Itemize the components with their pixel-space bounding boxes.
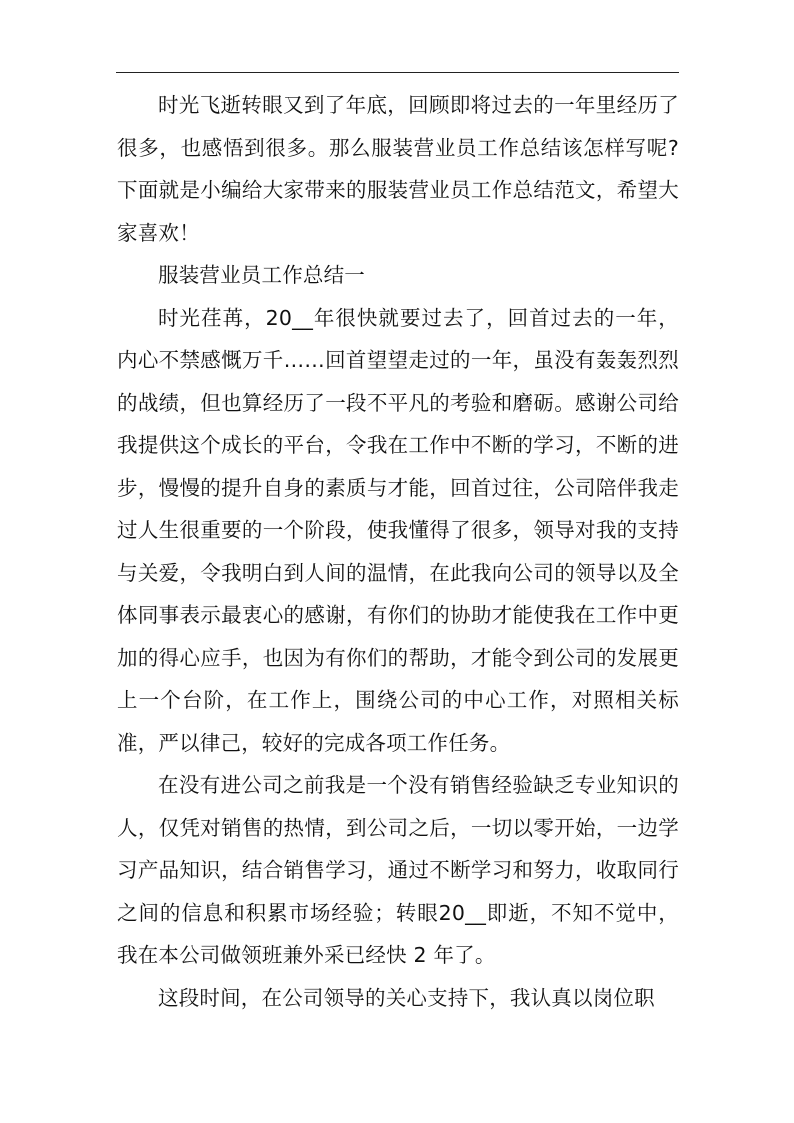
body-paragraph-1: 时光荏苒，20__年很快就要过去了，回首过去的一年，内心不禁感慨万千……回首望望走过的一年，虽没有轰轰烈烈的战绩，但也算经历了一段不平凡的考验和磨砺。感谢公司给我提供这个成长的平台，令我在工作中不断的学习，不断的进步，慢慢的提升自身的素质与才能，回首过往，公司陪伴我走过人生很重要的一个阶段，使我懂得了很多，领导对我的支持与关爱，令我明白到人间的温情，在此我向公司的领导以及全体同事表示最衷心的感谢，有你们的协助才能使我在工作中更加的得心应手，也因为有你们的帮助，才能令到公司的发展更上一个台阶，在工作上，围绕公司的中心工作，对照相关标准，严以律己，较好的完成各项工作任务。 [117, 305, 679, 755]
header-rule [116, 72, 679, 73]
body-paragraph-3: 这段时间，在公司领导的关心支持下，我认真以岗位职 [158, 985, 655, 1010]
body-paragraph-2: 在没有进公司之前我是一个没有销售经验缺乏专业知识的人，仅凭对销售的热情，到公司之后，一切以零开始，一边学习产品知识，结合销售学习，通过不断学习和努力，收取同行之间的信息和积累市场经验；转眼20__即逝，不知不觉中，我在本公司做领班兼外采已经快 2 年了。 [117, 773, 679, 967]
section-heading: 服装营业员工作总结一 [158, 263, 365, 287]
document-body [117, 84, 679, 1019]
intro-paragraph: 时光飞逝转眼又到了年底，回顾即将过去的一年里经历了很多，也感悟到很多。那么服装营业员工作总结该怎样写呢?下面就是小编给大家带来的服装营业员工作总结范文，希望大家喜欢！ [117, 93, 679, 245]
